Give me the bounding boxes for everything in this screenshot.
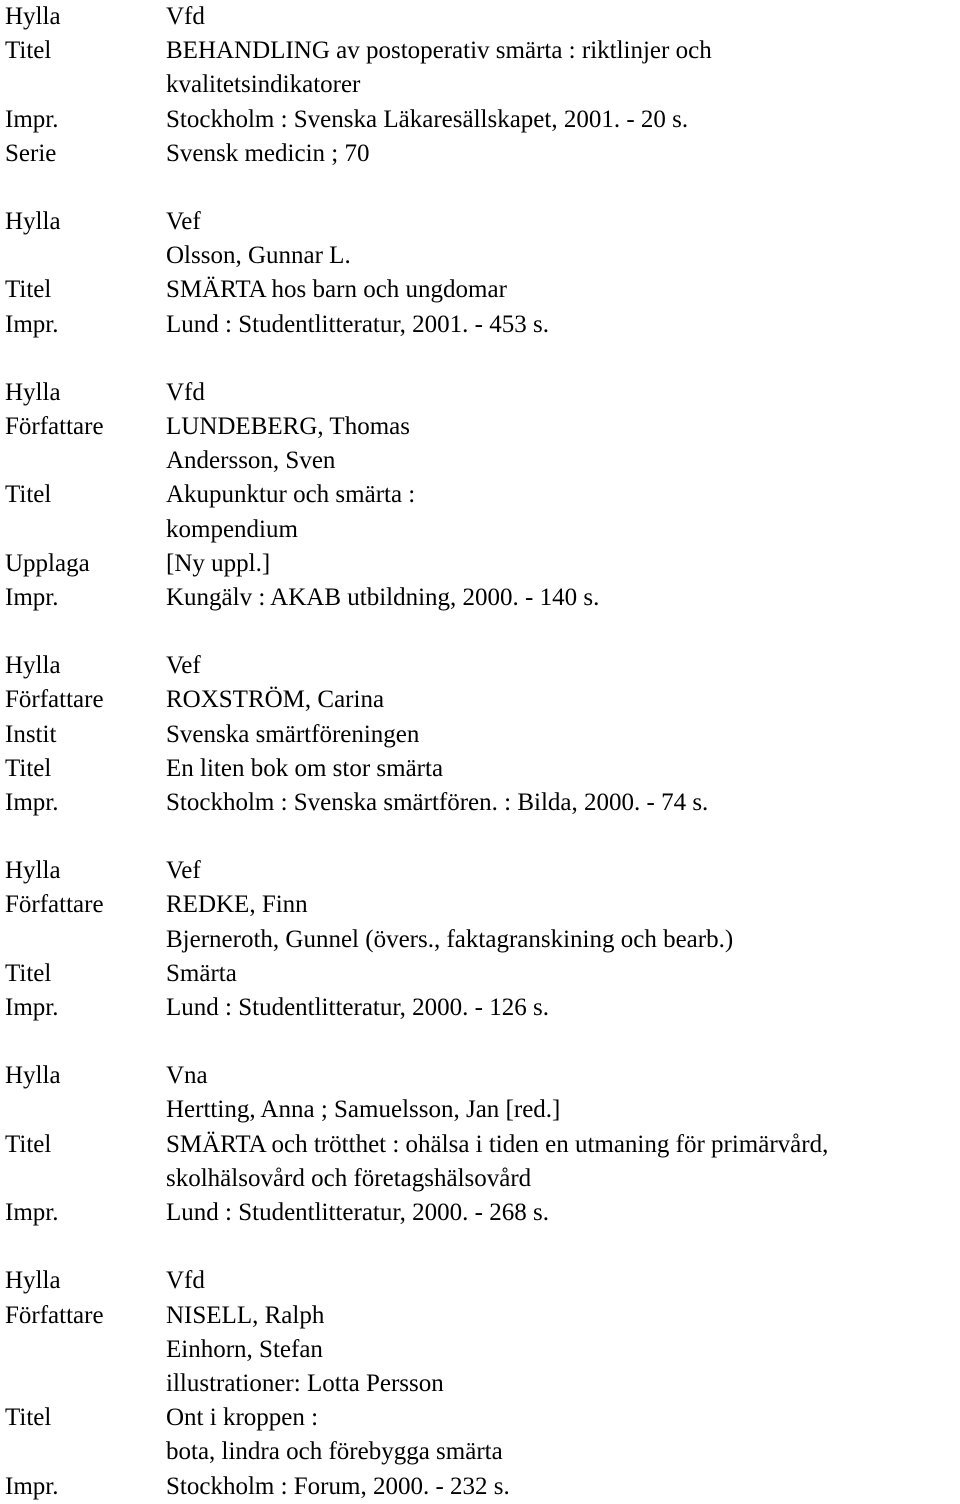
record-row: [0, 1196, 960, 1230]
field-label-hylla: Hylla: [5, 857, 61, 885]
field-label-hylla: Hylla: [5, 378, 61, 406]
record-row: [0, 649, 960, 683]
catalog-record-2: [0, 205, 960, 342]
field-value-impr: Kungälv : AKAB utbildning, 2000. - 140 s.: [166, 584, 600, 612]
field-label-forfattare: Författare: [5, 1301, 104, 1329]
record-row: [0, 888, 960, 956]
field-value-hylla: Vna: [166, 1062, 208, 1090]
field-value-impr: Lund : Studentlitteratur, 2001. - 453 s.: [166, 310, 549, 338]
field-value-hylla: Vef: [166, 208, 201, 236]
field-value-forfattare: NISELL, Ralph Einhorn, Stefan illustrationer: Lotta Persson: [166, 1301, 444, 1397]
catalog-record-4: [0, 649, 960, 820]
field-label-impr: Impr.: [5, 1472, 59, 1500]
record-row: [0, 957, 960, 991]
record-row: [0, 1093, 960, 1127]
record-row: [0, 34, 960, 102]
record-row: [0, 376, 960, 410]
record-row: [0, 581, 960, 615]
record-row: [0, 137, 960, 171]
field-label-titel: Titel: [5, 1130, 52, 1158]
field-value-upplaga: [Ny uppl.]: [166, 549, 271, 577]
field-label-titel: Titel: [5, 1404, 52, 1432]
record-row: [0, 205, 960, 239]
field-value-forfattare: LUNDEBERG, Thomas Andersson, Sven: [166, 413, 410, 475]
field-value-titel: En liten bok om stor smärta: [166, 754, 444, 782]
catalog-record-1: [0, 0, 960, 171]
field-label-hylla: Hylla: [5, 652, 61, 680]
field-value-titel: SMÄRTA hos barn och ungdomar: [166, 276, 507, 304]
field-label-titel: Titel: [5, 754, 52, 782]
record-row: [0, 103, 960, 137]
field-label-titel: Titel: [5, 959, 52, 987]
field-value-titel: Smärta: [166, 959, 237, 987]
field-value-author: Hertting, Anna ; Samuelsson, Jan [red.]: [166, 1096, 561, 1124]
field-label-impr: Impr.: [5, 994, 59, 1022]
catalog-record-5: [0, 854, 960, 1025]
field-value-hylla: Vfd: [166, 378, 205, 406]
field-label-impr: Impr.: [5, 105, 59, 133]
field-value-impr: Lund : Studentlitteratur, 2000. - 126 s.: [166, 994, 549, 1022]
record-row: [0, 786, 960, 820]
record-row: [0, 991, 960, 1025]
field-value-impr: Stockholm : Svenska Läkaresällskapet, 2001. - 20 s.: [166, 105, 689, 133]
field-label-hylla: Hylla: [5, 1267, 61, 1295]
field-label-forfattare: Författare: [5, 686, 104, 714]
record-row: [0, 1470, 960, 1504]
field-label-impr: Impr.: [5, 584, 59, 612]
field-value-titel: SMÄRTA och trötthet : ohälsa i tiden en utmaning för primärvård, skolhälsovård och företagshälsovård: [166, 1130, 829, 1192]
record-row: [0, 854, 960, 888]
field-value-serie: Svensk medicin ; 70: [166, 139, 370, 167]
catalog-record-3: [0, 376, 960, 615]
field-value-author: Olsson, Gunnar L.: [166, 242, 351, 270]
field-value-hylla: Vfd: [166, 3, 205, 30]
field-value-instit: Svenska smärtföreningen: [166, 720, 420, 748]
field-label-impr: Impr.: [5, 1199, 59, 1227]
record-row: [0, 478, 960, 546]
field-label-titel: Titel: [5, 37, 52, 65]
field-label-forfattare: Författare: [5, 413, 104, 441]
record-row: [0, 308, 960, 342]
record-row: [0, 683, 960, 717]
field-value-forfattare: REDKE, Finn Bjerneroth, Gunnel (övers., faktagranskining och bearb.): [166, 891, 734, 953]
field-value-titel: Akupunktur och smärta : kompendium: [166, 481, 416, 543]
record-row: [0, 1059, 960, 1093]
field-label-forfattare: Författare: [5, 891, 104, 919]
record-row: [0, 547, 960, 581]
record-row: [0, 1128, 960, 1196]
record-row: [0, 410, 960, 478]
field-value-impr: Stockholm : Forum, 2000. - 232 s.: [166, 1472, 510, 1500]
record-row: [0, 752, 960, 786]
catalog-record-7: [0, 1264, 960, 1503]
field-label-instit: Instit: [5, 720, 57, 748]
record-row: [0, 1401, 960, 1469]
record-row: [0, 718, 960, 752]
record-row: [0, 239, 960, 273]
field-label-titel: Titel: [5, 276, 52, 304]
field-value-hylla: Vef: [166, 652, 201, 680]
field-label-titel: Titel: [5, 481, 52, 509]
record-row: [0, 1264, 960, 1298]
field-value-hylla: Vfd: [166, 1267, 205, 1295]
record-row: [0, 1299, 960, 1402]
field-label-hylla: Hylla: [5, 3, 61, 30]
catalog-record-6: [0, 1059, 960, 1230]
field-label-impr: Impr.: [5, 789, 59, 817]
field-label-upplaga: Upplaga: [5, 549, 90, 577]
field-value-forfattare: ROXSTRÖM, Carina: [166, 686, 385, 714]
field-label-impr: Impr.: [5, 310, 59, 338]
field-value-hylla: Vef: [166, 857, 201, 885]
field-label-hylla: Hylla: [5, 1062, 61, 1090]
field-label-hylla: Hylla: [5, 208, 61, 236]
field-value-impr: Stockholm : Svenska smärtfören. : Bilda, 2000. - 74 s.: [166, 789, 709, 817]
record-row: [0, 0, 960, 34]
field-value-impr: Lund : Studentlitteratur, 2000. - 268 s.: [166, 1199, 549, 1227]
field-label-serie: Serie: [5, 139, 57, 167]
field-value-titel: Ont i kroppen : bota, lindra och förebygga smärta: [166, 1404, 503, 1466]
field-value-titel: BEHANDLING av postoperativ smärta : riktlinjer och kvalitetsindikatorer: [166, 37, 712, 99]
record-row: [0, 273, 960, 307]
